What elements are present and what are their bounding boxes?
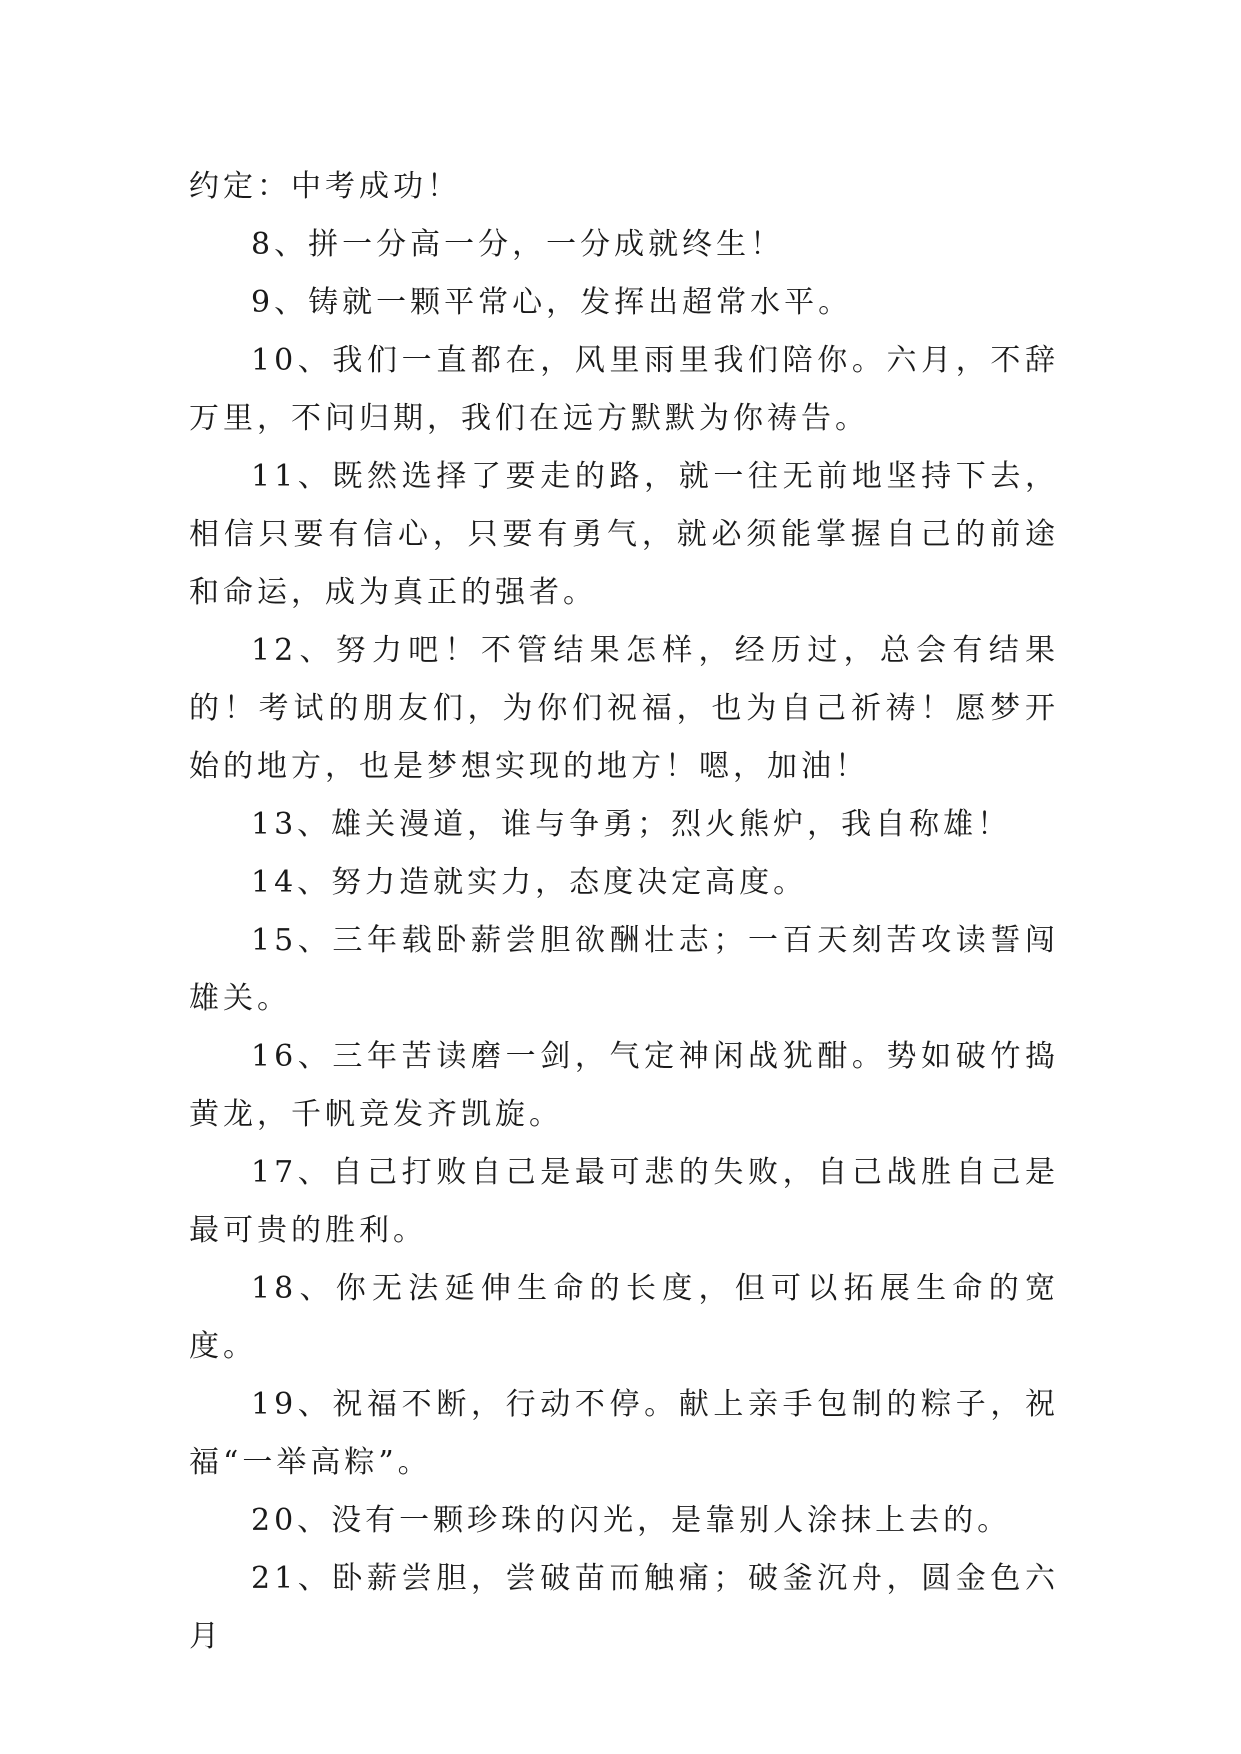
paragraph-19: 19、祝福不断，行动不停。献上亲手包制的粽子，祝福“一举高粽”。 [189, 1387, 1059, 1480]
paragraph-17: 17、自己打败自己是最可悲的失败，自己战胜自己是最可贵的胜利。 [189, 1155, 1059, 1248]
paragraph-11: 11、既然选择了要走的路，就一往无前地坚持下去，相信只要有信心，只要有勇气，就必须能掌握自己的前途和命运，成为真正的强者。 [189, 459, 1059, 610]
paragraph-18: 18、你无法延伸生命的长度，但可以拓展生命的宽度。 [189, 1271, 1059, 1364]
paragraph-15: 15、三年载卧薪尝胆欲酬壮志；一百天刻苦攻读誓闯雄关。 [189, 923, 1059, 1016]
paragraph-20: 20、没有一颗珍珠的闪光，是靠别人涂抹上去的。 [251, 1503, 1012, 1538]
paragraph-8: 8、拼一分高一分，一分成就终生！ [251, 227, 785, 262]
paragraph-continuation: 约定：中考成功！ [189, 169, 461, 204]
paragraph-9: 9、铸就一颗平常心，发挥出超常水平。 [251, 285, 853, 320]
paragraph-10: 10、我们一直都在，风里雨里我们陪你。六月，不辞万里，不问归期，我们在远方默默为你祷告。 [189, 343, 1059, 436]
paragraph-12: 12、努力吧！不管结果怎样，经历过，总会有结果的！考试的朋友们，为你们祝福，也为自己祈祷！愿梦开始的地方，也是梦想实现的地方！嗯，加油！ [189, 633, 1059, 784]
document-body [189, 158, 1059, 1666]
paragraph-13: 13、雄关漫道，谁与争勇；烈火熊炉，我自称雄！ [251, 807, 1012, 842]
paragraph-21: 21、卧薪尝胆，尝破苗而触痛；破釜沉舟，圆金色六月 [189, 1561, 1059, 1654]
paragraph-16: 16、三年苦读磨一剑，气定神闲战犹酣。势如破竹捣黄龙，千帆竞发齐凯旋。 [189, 1039, 1059, 1132]
paragraph-14: 14、努力造就实力，态度决定高度。 [251, 865, 808, 900]
